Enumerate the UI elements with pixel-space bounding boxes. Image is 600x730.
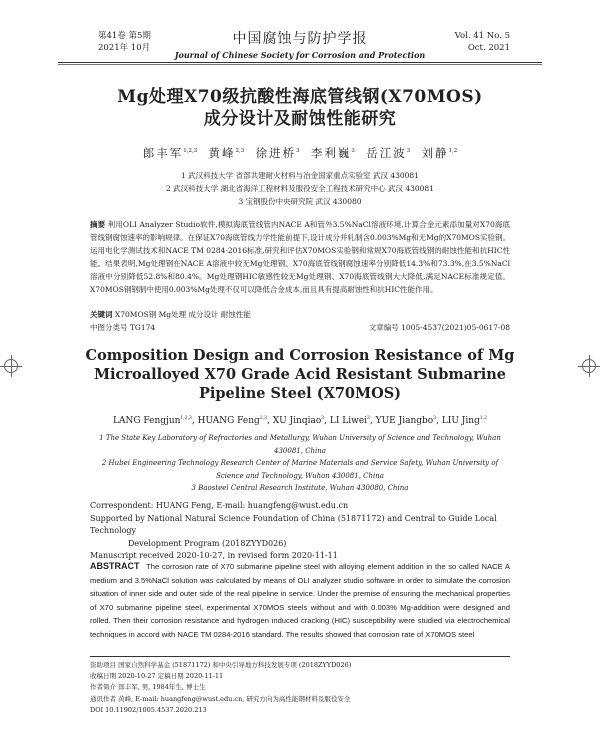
journal-name-cn: 中国腐蚀与防护学报 <box>232 31 368 47</box>
title-en-line1: Composition Design and Corrosion Resistance of Mg <box>85 347 515 364</box>
title-en-line2: Microalloyed X70 Grade Acid Resistant Submarine <box>94 366 506 383</box>
affiliation-cn: 3 宝钢股份中央研究院 武汉 430080 <box>238 197 362 206</box>
affiliations-en <box>90 432 510 495</box>
author-cn: 徐进桥$^3$ <box>255 146 300 160</box>
affiliation-cn: 1 武汉科技大学 省部共建耐火材料与冶金国家重点实验室 武汉 430081 <box>181 171 419 180</box>
funding-line2: Development Program (2018ZYYD026) <box>128 538 287 548</box>
footnotes <box>90 660 510 716</box>
author-en: LANG Fengjun$^{1,2,3}$ <box>112 416 192 426</box>
title-cn-line2: 成分设计及耐蚀性能研究 <box>203 109 397 129</box>
footnote-author-bio: 作者简介 郎丰军, 男, 1984年生, 博士生 <box>90 683 206 692</box>
paper-title-cn <box>0 86 600 130</box>
footnote-dates: 收稿日期 2020-10-27 定稿日期 2020-11-11 <box>90 672 224 681</box>
author-cn: 黄峰$^{2,3}$ <box>208 146 245 160</box>
date-cn: 2021年 10月 <box>98 43 151 53</box>
volume-en: Vol. 41 No. 5 <box>454 31 510 41</box>
author-en: LIU Jing$^{1,2}$ <box>441 416 488 426</box>
abstract-cn-text: 利用OLI Analyzer Studio软件,模拟海底管线管内NACE A和管外3.5%NaCl溶液环境,计算合金元素添加量对X70海底管线钢腐蚀速率的影响规律。在保证X70海底管线力学性能前提下,设计成分并轧制含0.003%Mg和无Mg的X70MOS实验钢。运用电化学测试技术和NACE TM 0284-2016标准,研究和评估X70MOS实验钢和常规X70海底管线钢的耐蚀性能和抗HIC性能。结果表明,Mg处理钢在NACE A溶液中较无Mg处理钢、X70海底管线钢腐蚀速率分别降低14.3%和73.3%,在3.5%NaCl溶液中分别降低52.8%和80.4%。Mg处理钢HIC敏感性较无Mg处理钢、X70海底管线钢大大降低,满足NACE标准规定值。X70MOS钢钢制中使用0.003%Mg处理不仅可以降低合金成本,而且具有提高耐蚀性和抗HIC性能作用。 <box>90 220 511 294</box>
author-en: XU Jinqiao$^3$ <box>272 416 325 426</box>
correspondence-block <box>90 500 510 563</box>
author-en: LI Liwei$^3$ <box>329 416 370 426</box>
header-rule-thin <box>58 64 542 65</box>
abstract-cn <box>90 218 510 296</box>
author-cn: 岳江波$^3$ <box>366 146 411 160</box>
author-cn: 郎丰军$^{1,2,3}$ <box>142 146 198 160</box>
affiliations-cn <box>0 169 600 208</box>
keywords-cn <box>90 309 510 320</box>
funding-line1: Supported by National Natural Science Foundation of China (51871172) and Central to Guide Local Technology <box>90 513 497 535</box>
affiliation-en: 3 Baosteel Central Research Institute, Wuhan 430080, China <box>191 484 409 492</box>
classification-row <box>90 322 510 333</box>
title-en-line3: Pipeline Steel (X70MOS) <box>198 385 402 402</box>
abstract-en <box>90 560 510 641</box>
footnote-doi: DOI 10.11902/1005.4537.2020.213 <box>90 705 207 714</box>
affiliation-en: 2 Hubei Engineering Technology Research Center of Marine Materials and Service Safety, Wuhan University of Science and Technology, Wuhan 430081, China <box>101 459 499 480</box>
author-list-cn <box>0 145 600 161</box>
footnote-correspondent: 通讯作者 黄峰, E-mail: huangfeng@wust.edu.cn, 研究方向为高性能钢材料及服役安全 <box>90 694 351 703</box>
journal-header <box>0 28 600 60</box>
keywords-cn-text: X70MOS钢 Mg处理 成分设计 耐蚀性能 <box>114 310 251 319</box>
clc-number: 中图分类号 TG174 <box>90 323 156 332</box>
footnote-funding: 资助项目 国家自然科学基金 (51871172) 和中央引导地方科技发展专项 (2018ZYYD026) <box>90 661 352 669</box>
abstract-cn-label: 摘要 <box>90 220 106 229</box>
author-cn: 刘静$^{1,2}$ <box>421 146 458 160</box>
correspondent: Correspondent: HUANG Feng, E-mail: huangfeng@wust.edu.cn <box>90 501 349 510</box>
affiliation-en: 1 The State Key Laboratory of Refractories and Metallurgy, Wuhan University of Science and Technology, Wuhan 430081, China <box>99 434 501 455</box>
volume-cn: 第41卷 第5期 <box>98 31 151 41</box>
journal-name-en: Journal of Chinese Society for Corrosion and Protection <box>174 50 426 60</box>
date-en: Oct. 2021 <box>467 43 510 53</box>
header-right <box>455 30 510 54</box>
paper-title-en <box>0 346 600 403</box>
keywords-cn-label: 关键词 <box>90 310 113 319</box>
author-en: HUANG Feng$^{2,3}$ <box>197 416 267 426</box>
author-cn: 李利巍$^3$ <box>310 146 355 160</box>
affiliation-cn: 2 武汉科技大学 湖北省海洋工程材料及服役安全工程技术研究中心 武汉 430081 <box>166 184 434 193</box>
manuscript-dates: Manuscript received 2020-10-27, in revised form 2020-11-11 <box>90 551 338 560</box>
footnote-rule <box>90 656 510 657</box>
article-number: 文章编号 1005-4537(2021)05-0617-08 <box>368 323 510 332</box>
author-list-en: LANG Fengjun$^{1,2,3}$, HUANG Feng$^{2,3}$, XU Jinqiao$^3$, LI Liwei$^3$, YUE Jiangbo$^3$, LIU Jing$^{1,2}$ <box>112 416 488 426</box>
abstract-en-text: The corrosion rate of X70 submarine pipeline steel with alloying element addition in the so called NACE A medium and 3.5%NaCl solution was calculated by means of OLI analyzer studio software in order to simulate the corrosion situation of inner side and outer side of the real pipeline in service. Under the premise of ensuring the mechanical properties of X70 submarine pipeline steel, experimental X70MOS steels without and with 0.003% Mg-addition were designed and rolled. Then their corrosion resistance and hydrogen induced cracking (HIC) susceptibility were studied via electrochemical techniques in accord with NACE TM 0284-2016 standard. The results showed that corrosion rate of X70MOS steel <box>90 562 510 639</box>
author-en: YUE Jiangbo$^3$ <box>375 416 437 426</box>
abstract-en-label: ABSTRACT <box>90 561 140 571</box>
title-cn-line1: Mg处理X70级抗酸性海底管线钢(X70MOS) <box>117 87 483 107</box>
header-rule <box>58 62 542 63</box>
